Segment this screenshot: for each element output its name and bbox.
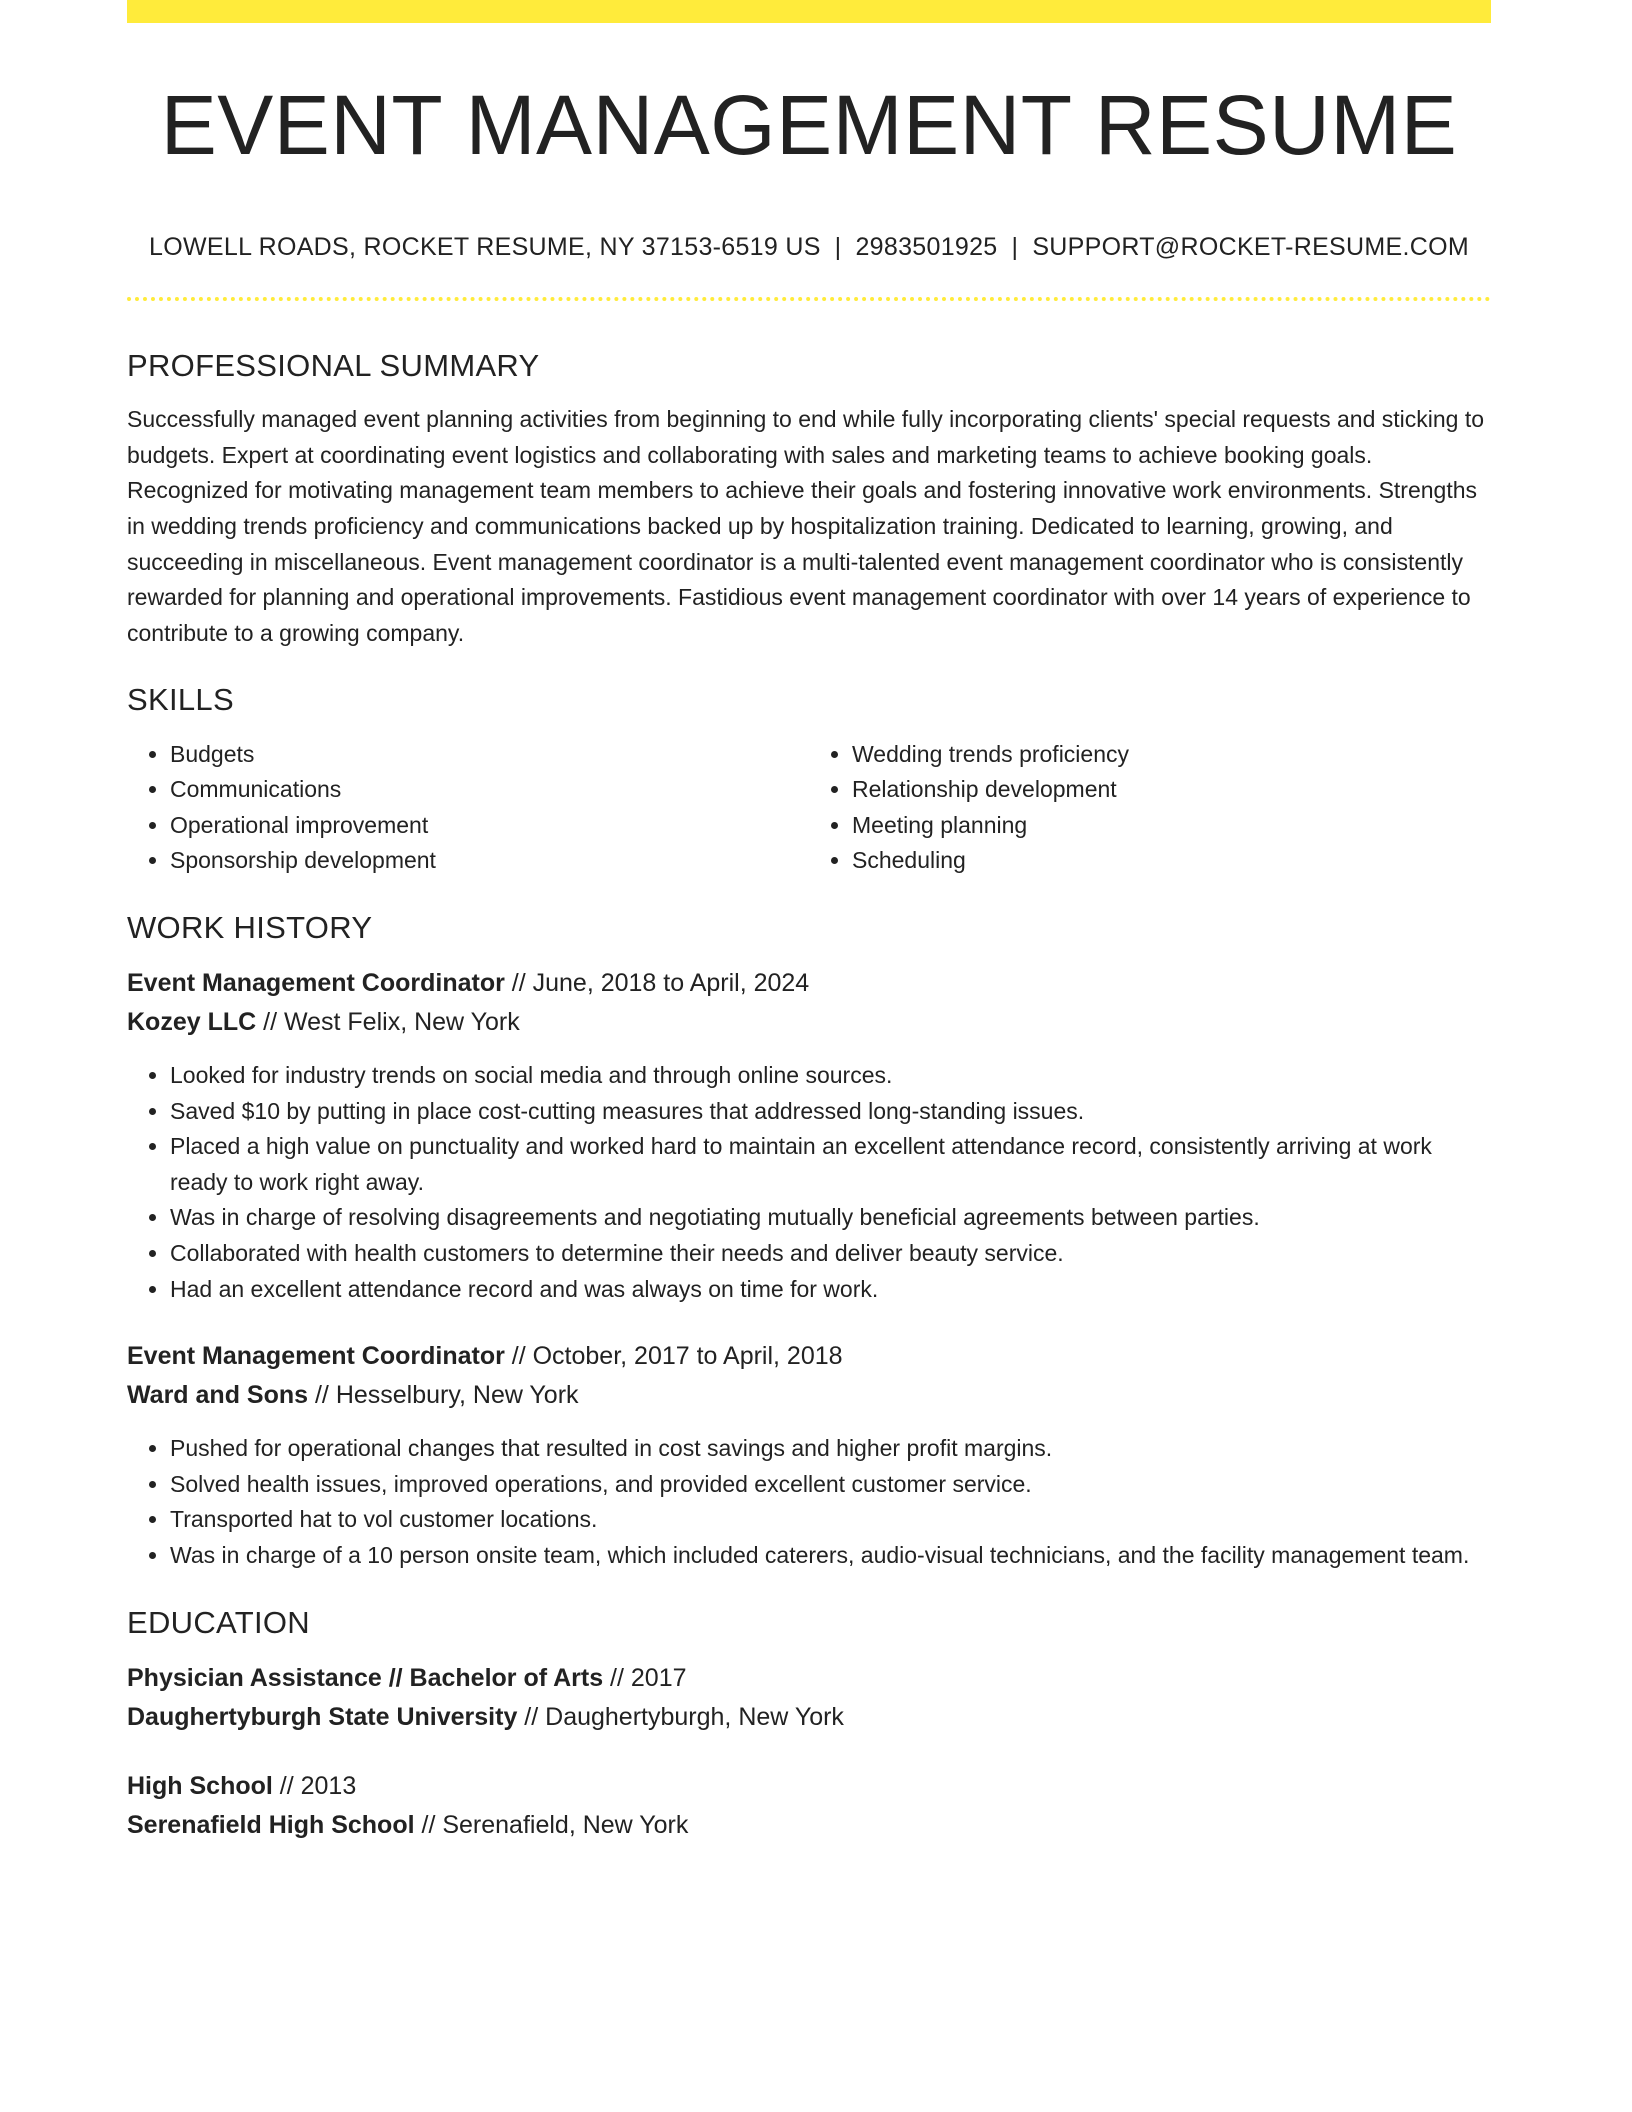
resume-content [127, 0, 1491, 1845]
top-accent-bar [127, 0, 1491, 23]
job-location: // West Felix, New York [256, 1008, 520, 1037]
education-degree-line [127, 1767, 1491, 1806]
contact-line [127, 235, 1491, 260]
education-entry [127, 1767, 1491, 1845]
job-dates: // October, 2017 to April, 2018 [504, 1342, 843, 1371]
job-bullet: • Placed a high value on punctuality and worked hard to maintain an excellent attendance record, consistently arriving at work ready to work right away. [170, 1129, 1491, 1200]
education-degree: Physician Assistance // Bachelor of Arts [127, 1663, 604, 1692]
job-bullet: • Transported hat to vol customer locations. [170, 1502, 1491, 1538]
education-section [127, 1604, 1491, 1845]
skills-right-list [809, 737, 1491, 879]
job-bullet: • Had an excellent attendance record and was always on time for work. [170, 1272, 1491, 1308]
education-degree: High School [127, 1771, 273, 1800]
education-school-line [127, 1698, 1491, 1737]
resume-name: EVENT MANAGEMENT RESUME [160, 78, 1458, 172]
section-title-summary: PROFESSIONAL SUMMARY [127, 348, 540, 383]
job-role: Event Management Coordinator [127, 969, 505, 998]
education-entry [127, 1659, 1491, 1737]
skill-item: • Budgets [170, 737, 809, 773]
skill-item: • Operational improvement [170, 808, 809, 844]
contact-address: LOWELL ROADS, ROCKET RESUME, NY 37153-6519 US [149, 233, 821, 261]
job-bullet: • Pushed for operational changes that resulted in cost savings and higher profit margins. [170, 1431, 1491, 1467]
job-role-line [127, 964, 1491, 1003]
contact-phone: 2983501925 [855, 233, 998, 261]
education-school: Daughertyburgh State University [127, 1702, 518, 1731]
skill-item: • Relationship development [852, 772, 1491, 808]
education-location: // Serenafield, New York [414, 1810, 689, 1839]
job-bullet: • Looked for industry trends on social media and through online sources. [170, 1058, 1491, 1094]
job-company-line [127, 1376, 1491, 1415]
section-title-education: EDUCATION [127, 1604, 310, 1640]
education-school-line [127, 1806, 1491, 1845]
job-entry [127, 964, 1491, 1307]
section-title-work: WORK HISTORY [127, 909, 373, 945]
summary-section [127, 347, 1491, 651]
skill-item: • Sponsorship development [170, 843, 809, 879]
job-bullet: • Was in charge of resolving disagreements and negotiating mutually beneficial agreements between parties. [170, 1200, 1491, 1236]
section-title-skills: SKILLS [127, 682, 234, 718]
job-company: Kozey LLC [127, 1008, 257, 1037]
work-section [127, 909, 1491, 1574]
education-year: // 2013 [272, 1771, 357, 1800]
skills-left-list [127, 737, 809, 879]
education-location: // Daughertyburgh, New York [517, 1702, 844, 1731]
skill-item: • Communications [170, 772, 809, 808]
contact-email: SUPPORT@ROCKET-RESUME.COM [1032, 233, 1469, 261]
job-company-line [127, 1003, 1491, 1042]
job-dates: // June, 2018 to April, 2024 [504, 969, 810, 998]
job-bullets [127, 1431, 1491, 1573]
job-role-line [127, 1337, 1491, 1376]
job-bullet: • Was in charge of a 10 person onsite team, which included caterers, audio-visual technicians, and the facility management team. [170, 1538, 1491, 1574]
job-company: Ward and Sons [127, 1381, 309, 1410]
education-degree-line [127, 1659, 1491, 1698]
job-bullet: • Solved health issues, improved operations, and provided excellent customer service. [170, 1467, 1491, 1503]
education-school: Serenafield High School [127, 1810, 415, 1839]
job-role: Event Management Coordinator [127, 1342, 505, 1371]
job-bullet: • Saved $10 by putting in place cost-cutting measures that addressed long-standing issues. [170, 1094, 1491, 1130]
contact-separator: | [834, 233, 842, 261]
job-bullets [127, 1058, 1491, 1307]
job-bullet: • Collaborated with health customers to determine their needs and deliver beauty service. [170, 1236, 1491, 1272]
skills-columns [127, 737, 1491, 879]
job-location: // Hesselbury, New York [308, 1381, 579, 1410]
skill-item: • Meeting planning [852, 808, 1491, 844]
contact-separator: | [1011, 233, 1019, 261]
summary-text: Successfully managed event planning activities from beginning to end while fully incorporating clients' special requests and sticking to budgets. Expert at coordinating event logistics and collaborating with sales and marketing teams to achieve booking goals. Recognized for motivating management team members to achieve their goals and fostering innovative work environments. Strengths in wedding trends proficiency and communications backed up by hospitalization training. Dedicated to learning, growing, and succeeding in miscellaneous. Event management coordinator is a multi-talented event management coordinator who is consistently rewarded for planning and operational improvements. Fastidious event management coordinator with over 14 years of experience to contribute to a growing company. [127, 406, 1485, 646]
skills-section [127, 681, 1491, 879]
job-entry [127, 1337, 1491, 1573]
education-year: // 2017 [603, 1663, 687, 1692]
skill-item: • Scheduling [852, 843, 1491, 879]
dotted-divider [127, 297, 1491, 301]
skill-item: • Wedding trends proficiency [852, 737, 1491, 773]
